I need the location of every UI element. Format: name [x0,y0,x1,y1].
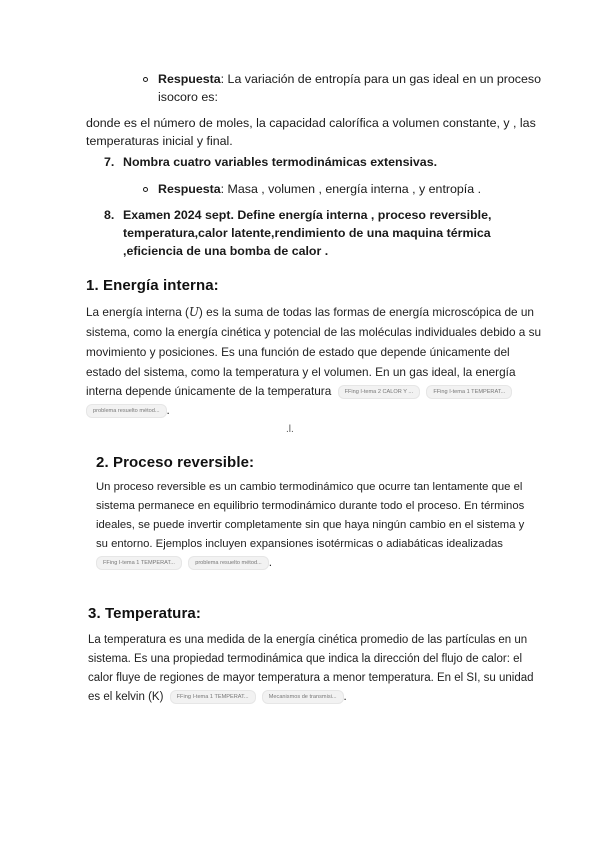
q6-answer-line2: isocoro es: [158,90,218,104]
paragraph-line: sistema. Es una propiedad termodinámica que indica la dirección del flujo de calor: el [88,653,523,665]
period: . [268,555,273,569]
section-title: 1. Energía interna: [86,277,219,294]
paragraph-line: donde es el número de moles, la capacidad calorífica a volumen constante, y , las [86,116,536,130]
answer-text: : Masa , volumen , energía interna , y entropía . [220,182,482,196]
text-run: ) es la suma de todas las formas de energía microscópica de un [198,305,534,319]
paragraph-line [86,303,534,322]
bullet-icon [143,77,148,82]
paragraph-line [86,401,170,420]
citation-chip[interactable]: problema resuelto métod... [86,404,167,418]
paragraph-line [88,688,347,707]
q8-line: temperatura,calor latente,rendimiento de una maquina térmica [123,226,491,240]
text-run: La energía interna ( [86,305,189,319]
answer-label: Respuesta [158,182,221,196]
paragraph-line [96,553,272,572]
q7-question: Nombra cuatro variables termodinámicas extensivas. [123,155,438,169]
citation-chip[interactable]: FFing I-tema 1 TEMPERAT... [170,690,256,704]
citation-chip[interactable]: FFing I-tema 1 TEMPERAT... [96,556,182,570]
math-symbol: U [188,305,199,319]
text-run: interna depende únicamente de la temperatura [86,384,332,398]
text-run: es el kelvin (K) [88,691,164,703]
paragraph-line: ideales, se puede invertir completamente sin que haya ningún cambio en el sistema y [96,519,525,531]
paragraph-line: estado del sistema, como la temperatura y el volumen. En un gas ideal, la energía [86,365,516,379]
paragraph-line: su entorno. Ejemplos incluyen expansiones isotérmicas o adiabáticas idealizadas [96,538,503,550]
answer-label: Respuesta [158,72,221,86]
list-number: 8. [104,208,115,222]
bullet-icon [143,187,148,192]
paragraph-line: Un proceso reversible es un cambio termodinámico que ocurre tan lentamente que el [96,481,523,493]
citation-chip[interactable]: FFing I-tema 1 TEMPERAT... [426,385,512,399]
q7-answer [158,180,481,198]
answer-text: : La variación de entropía para un gas ideal en un proceso [220,72,541,86]
paragraph-line: La temperatura es una medida de la energía cinética promedio de las partículas en un [88,634,528,646]
q6-answer [158,70,558,88]
paragraph-line: sistema, como la energía cinética y potencial de las moléculas individuales debido a su [86,325,542,339]
paragraph-line: sistema permanece en equilibrio termodinámico durante todo el proceso. En términos [96,500,525,512]
list-number: 7. [104,155,115,169]
citation-chip[interactable]: FFing I-tema 2 CALOR Y ... [338,385,421,399]
section-title: 2. Proceso reversible: [96,454,255,471]
paragraph-line: movimiento y posiciones. Es una función de estado que depende únicamente del [86,345,510,359]
q8-line: Examen 2024 sept. Define energía interna , proceso reversible, [123,208,492,222]
period: . [166,403,170,417]
period: . [343,691,347,703]
citation-chip[interactable]: Mecanismos de transmisi... [262,690,344,704]
separator: .l. [286,424,294,435]
section-title: 3. Temperatura: [88,605,201,622]
citation-chip[interactable]: problema resuelto métod... [188,556,269,570]
paragraph-line: temperaturas inicial y final. [86,134,233,148]
paragraph-line [86,382,512,401]
q8-line: ,eficiencia de una bomba de calor . [123,244,329,258]
paragraph-line: calor fluye de regiones de mayor temperatura a menor temperatura. En el SI, su unidad [88,672,534,684]
